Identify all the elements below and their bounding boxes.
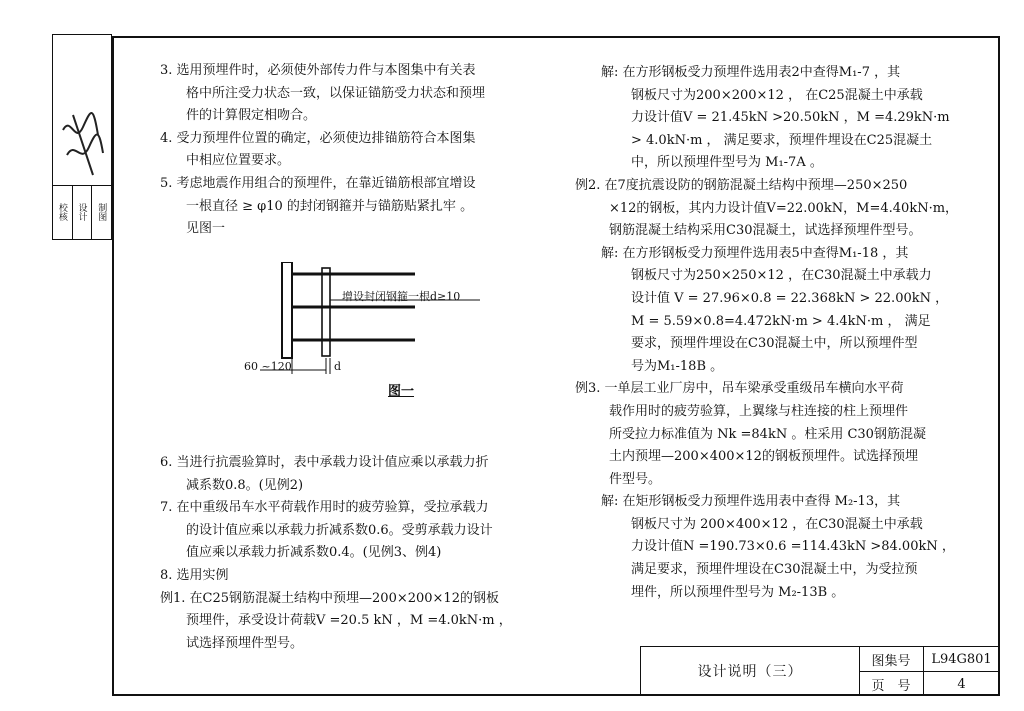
- handwritten-signature: [53, 35, 111, 185]
- note-5-line-2: 一根直径 ≥ φ10 的封闭钢箍并与锚筋贴紧扎牢 。: [186, 198, 474, 214]
- solution-1-line-1: 解: 在方形钢板受力预埋件选用表2中查得M₁-7 ，其: [601, 65, 901, 80]
- solution-1-line-5: 中，所以预埋件型号为 M₁-7A 。: [631, 155, 823, 171]
- example-3-line-1: 例3. 一单层工业厂房中，吊车梁承受重级吊车横向水平荷: [575, 381, 904, 397]
- side-signature-tab: [52, 34, 112, 240]
- note-7-line-1: 7. 在中重级吊车水平荷载作用时的疲劳验算，受拉承载力: [160, 500, 489, 516]
- example-1-line-1: 例1. 在C25钢筋混凝土结构中预埋—200×200×12的钢板: [160, 590, 499, 606]
- solution-3-line-4: 满足要求，预埋件埋设在C30混凝土中，为受拉预: [631, 562, 918, 578]
- solution-2-line-6: 号为M₁-18B 。: [631, 358, 724, 374]
- solution-3-line-5: 埋件，所以预埋件型号为 M₂-13B 。: [631, 584, 845, 600]
- note-7-line-2: 的设计值应乘以承载力折减系数0.6。受剪承载力设计: [186, 522, 493, 538]
- note-6-line-2: 减系数0.8。(见例2): [186, 477, 304, 493]
- figure-dimension: 60 ~120: [244, 360, 292, 373]
- right-column: [575, 62, 980, 604]
- solution-2-line-2: 钢板尺寸为250×250×12 ，在C30混凝土中承载力: [631, 268, 932, 284]
- note-5-line-1: 5. 考虑地震作用组合的预埋件，在靠近锚筋根部宜增设: [160, 175, 476, 191]
- note-3-line-1: 3. 选用预埋件时，必须使外部传力件与本图集中有关表: [160, 63, 476, 78]
- example-3-line-3: 所受拉力标准值为 Nk =84kN 。柱采用 C30钢筋混凝: [609, 426, 926, 442]
- note-6-line-1: 6. 当进行抗震验算时，表中承载力设计值应乘以承载力折: [160, 455, 489, 470]
- example-1-line-2: 预埋件，承受设计荷载V =20.5 kN ，M =4.0kN·m ，: [186, 613, 512, 629]
- sheet-title: 设计说明（三）: [641, 647, 860, 695]
- solution-2-line-5: 要求，预埋件埋设在C30混凝土中，所以预埋件型: [631, 336, 918, 352]
- solution-2-line-3: 设计值 V = 27.96×0.8 = 22.368kN > 22.00kN ，: [631, 290, 949, 306]
- atlas-number: L94G801: [924, 647, 999, 672]
- figure-annotation: 增设封闭钢箍一根d≥10: [342, 290, 461, 303]
- atlas-number-label: 图集号: [859, 647, 924, 672]
- figure-1-anchor-diagram: [230, 262, 500, 402]
- sidebar-col-check: 校核: [53, 185, 73, 239]
- note-7-line-3: 值应乘以承载力折减系数0.4。(见例3、例4): [186, 545, 442, 561]
- note-4-line-2: 中相应位置要求。: [186, 153, 291, 169]
- note-4-line-1: 4. 受力预埋件位置的确定，必须使边排锚筋符合本图集: [160, 130, 476, 146]
- sidebar-col-draw: 制图: [96, 203, 107, 221]
- example-1-line-3: 试选择预埋件型号。: [186, 635, 304, 651]
- solution-3-line-1: 解: 在矩形钢板受力预埋件选用表中查得 M₂-13，其: [601, 494, 901, 510]
- page-number: 4: [957, 676, 966, 692]
- sidebar-col-design: 设计: [73, 185, 93, 239]
- example-2-line-1: 例2. 在7度抗震设防的钢筋混凝土结构中预埋—250×250: [575, 177, 908, 193]
- solution-3-line-2: 钢板尺寸为 200×400×12 ，在C30混凝土中承载: [631, 516, 923, 532]
- solution-1-line-3: 力设计值V = 21.45kN >20.50kN ，M =4.29kN·m: [631, 110, 950, 126]
- example-3-line-2: 载作用时的疲劳验算，上翼缘与柱连接的柱上预埋件: [609, 403, 909, 419]
- figure-title: 图一: [388, 384, 415, 399]
- left-column-top: [160, 60, 560, 241]
- solution-1-line-4: > 4.0kN·m ， 满足要求，预埋件埋设在C25混凝土: [631, 132, 933, 148]
- signature-area: [53, 35, 111, 186]
- note-3-line-3: 件的计算假定相吻合。: [186, 108, 317, 124]
- example-2-line-3: 钢筋混凝土结构采用C30混凝土，试选择预埋件型号。: [609, 223, 922, 239]
- figure-d-label: d: [334, 360, 342, 373]
- solution-2-line-4: M = 5.59×0.8=4.472kN·m > 4.4kN·m ， 满足: [631, 313, 931, 329]
- note-5-line-3: 见图一: [186, 221, 226, 237]
- example-2-line-2: ×12的钢板，其内力设计值V=22.00kN，M=4.40kN·m，: [609, 200, 959, 216]
- solution-1-line-2: 钢板尺寸为200×200×12 ， 在C25混凝土中承载: [631, 87, 923, 103]
- example-3-line-4: 土内预埋—200×400×12的钢板预埋件。试选择预埋: [609, 449, 918, 465]
- page-number-label: 页 号: [859, 672, 924, 696]
- note-8: 8. 选用实例: [160, 567, 229, 583]
- left-column-bottom: [160, 452, 570, 655]
- title-block: [640, 646, 1000, 696]
- solution-2-line-1: 解: 在方形钢板受力预埋件选用表5中查得M₁-18 ，其: [601, 245, 909, 261]
- example-3-line-5: 件型号。: [609, 471, 662, 487]
- note-3-line-2: 格中所注受力状态一致，以保证锚筋受力状态和预埋: [186, 85, 486, 101]
- solution-3-line-3: 力设计值N =190.73×0.6 =114.43kN >84.00kN ，: [631, 539, 955, 555]
